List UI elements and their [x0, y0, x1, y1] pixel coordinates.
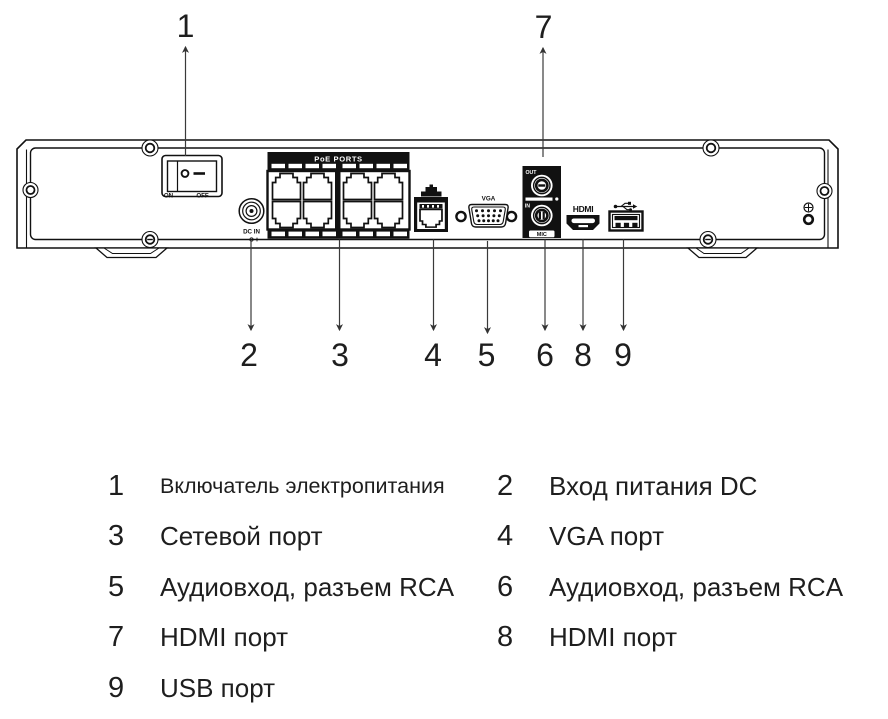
legend-number: 1 [108, 469, 125, 502]
legend-item-6 [497, 571, 843, 604]
legend-label: Сетевой порт [160, 521, 323, 552]
callout-number-2: 2 [240, 337, 258, 373]
legend-label: Вход питания DC [549, 470, 758, 501]
foot-left [96, 248, 167, 258]
legend-label: USB порт [160, 672, 276, 703]
legend-item-9 [108, 672, 497, 705]
legend-number: 8 [497, 621, 514, 654]
legend-number: 4 [497, 520, 514, 553]
callout-number-1: 1 [176, 8, 195, 44]
off-label: OFF [196, 192, 209, 200]
switch-bar-symbol [194, 172, 206, 175]
legend-item-7 [108, 621, 497, 654]
legend-number: 7 [108, 621, 125, 654]
legend-label: Аудиовход, разъем RCA [549, 571, 844, 602]
legend-number: 2 [497, 469, 514, 502]
audio-block [523, 166, 562, 238]
callout-number-8: 8 [574, 337, 592, 373]
switch-circle-symbol [182, 170, 189, 177]
legend-item-8 [497, 621, 843, 654]
callout-number-3: 3 [331, 337, 349, 373]
callout-number-6: 6 [536, 337, 554, 373]
poe-ports-block [268, 152, 410, 239]
audio-in-label: IN [524, 203, 530, 210]
legend [108, 461, 844, 714]
power-switch [162, 156, 222, 200]
audio-out-rca [531, 175, 553, 197]
poe-ports-label: PoE PORTS [314, 154, 363, 164]
foot-right [688, 248, 757, 258]
legend-number: 9 [108, 671, 125, 704]
vga-label: VGA [481, 195, 496, 203]
hdmi-logo: HDMI [572, 204, 594, 214]
legend-item-2 [497, 470, 843, 503]
audio-in-rca [531, 205, 553, 227]
legend-item-3 [108, 520, 497, 553]
callout-number-7: 7 [534, 9, 553, 45]
legend-label: HDMI порт [160, 622, 288, 653]
vga-screw-right [507, 212, 516, 221]
legend-item-5 [108, 571, 497, 604]
dc-in-label: DC IN [243, 228, 260, 236]
on-label: ON [163, 192, 174, 200]
callout-number-4: 4 [424, 337, 442, 373]
audio-out-label: OUT [525, 170, 537, 176]
legend-number: 5 [108, 570, 125, 603]
callout-number-5: 5 [477, 337, 496, 373]
vga-screw-left [456, 212, 465, 221]
legend-label: Аудиовход, разъем RCA [160, 571, 455, 602]
legend-label: Включатель электропитания [160, 473, 445, 498]
legend-number: 3 [108, 520, 125, 553]
mic-label: MIC [536, 232, 547, 238]
callout-number-9: 9 [614, 337, 632, 373]
legend-number: 6 [497, 570, 514, 603]
legend-label: VGA порт [549, 521, 665, 552]
legend-label: HDMI порт [549, 622, 677, 653]
legend-item-4 [497, 520, 843, 553]
legend-item-1 [108, 470, 497, 503]
